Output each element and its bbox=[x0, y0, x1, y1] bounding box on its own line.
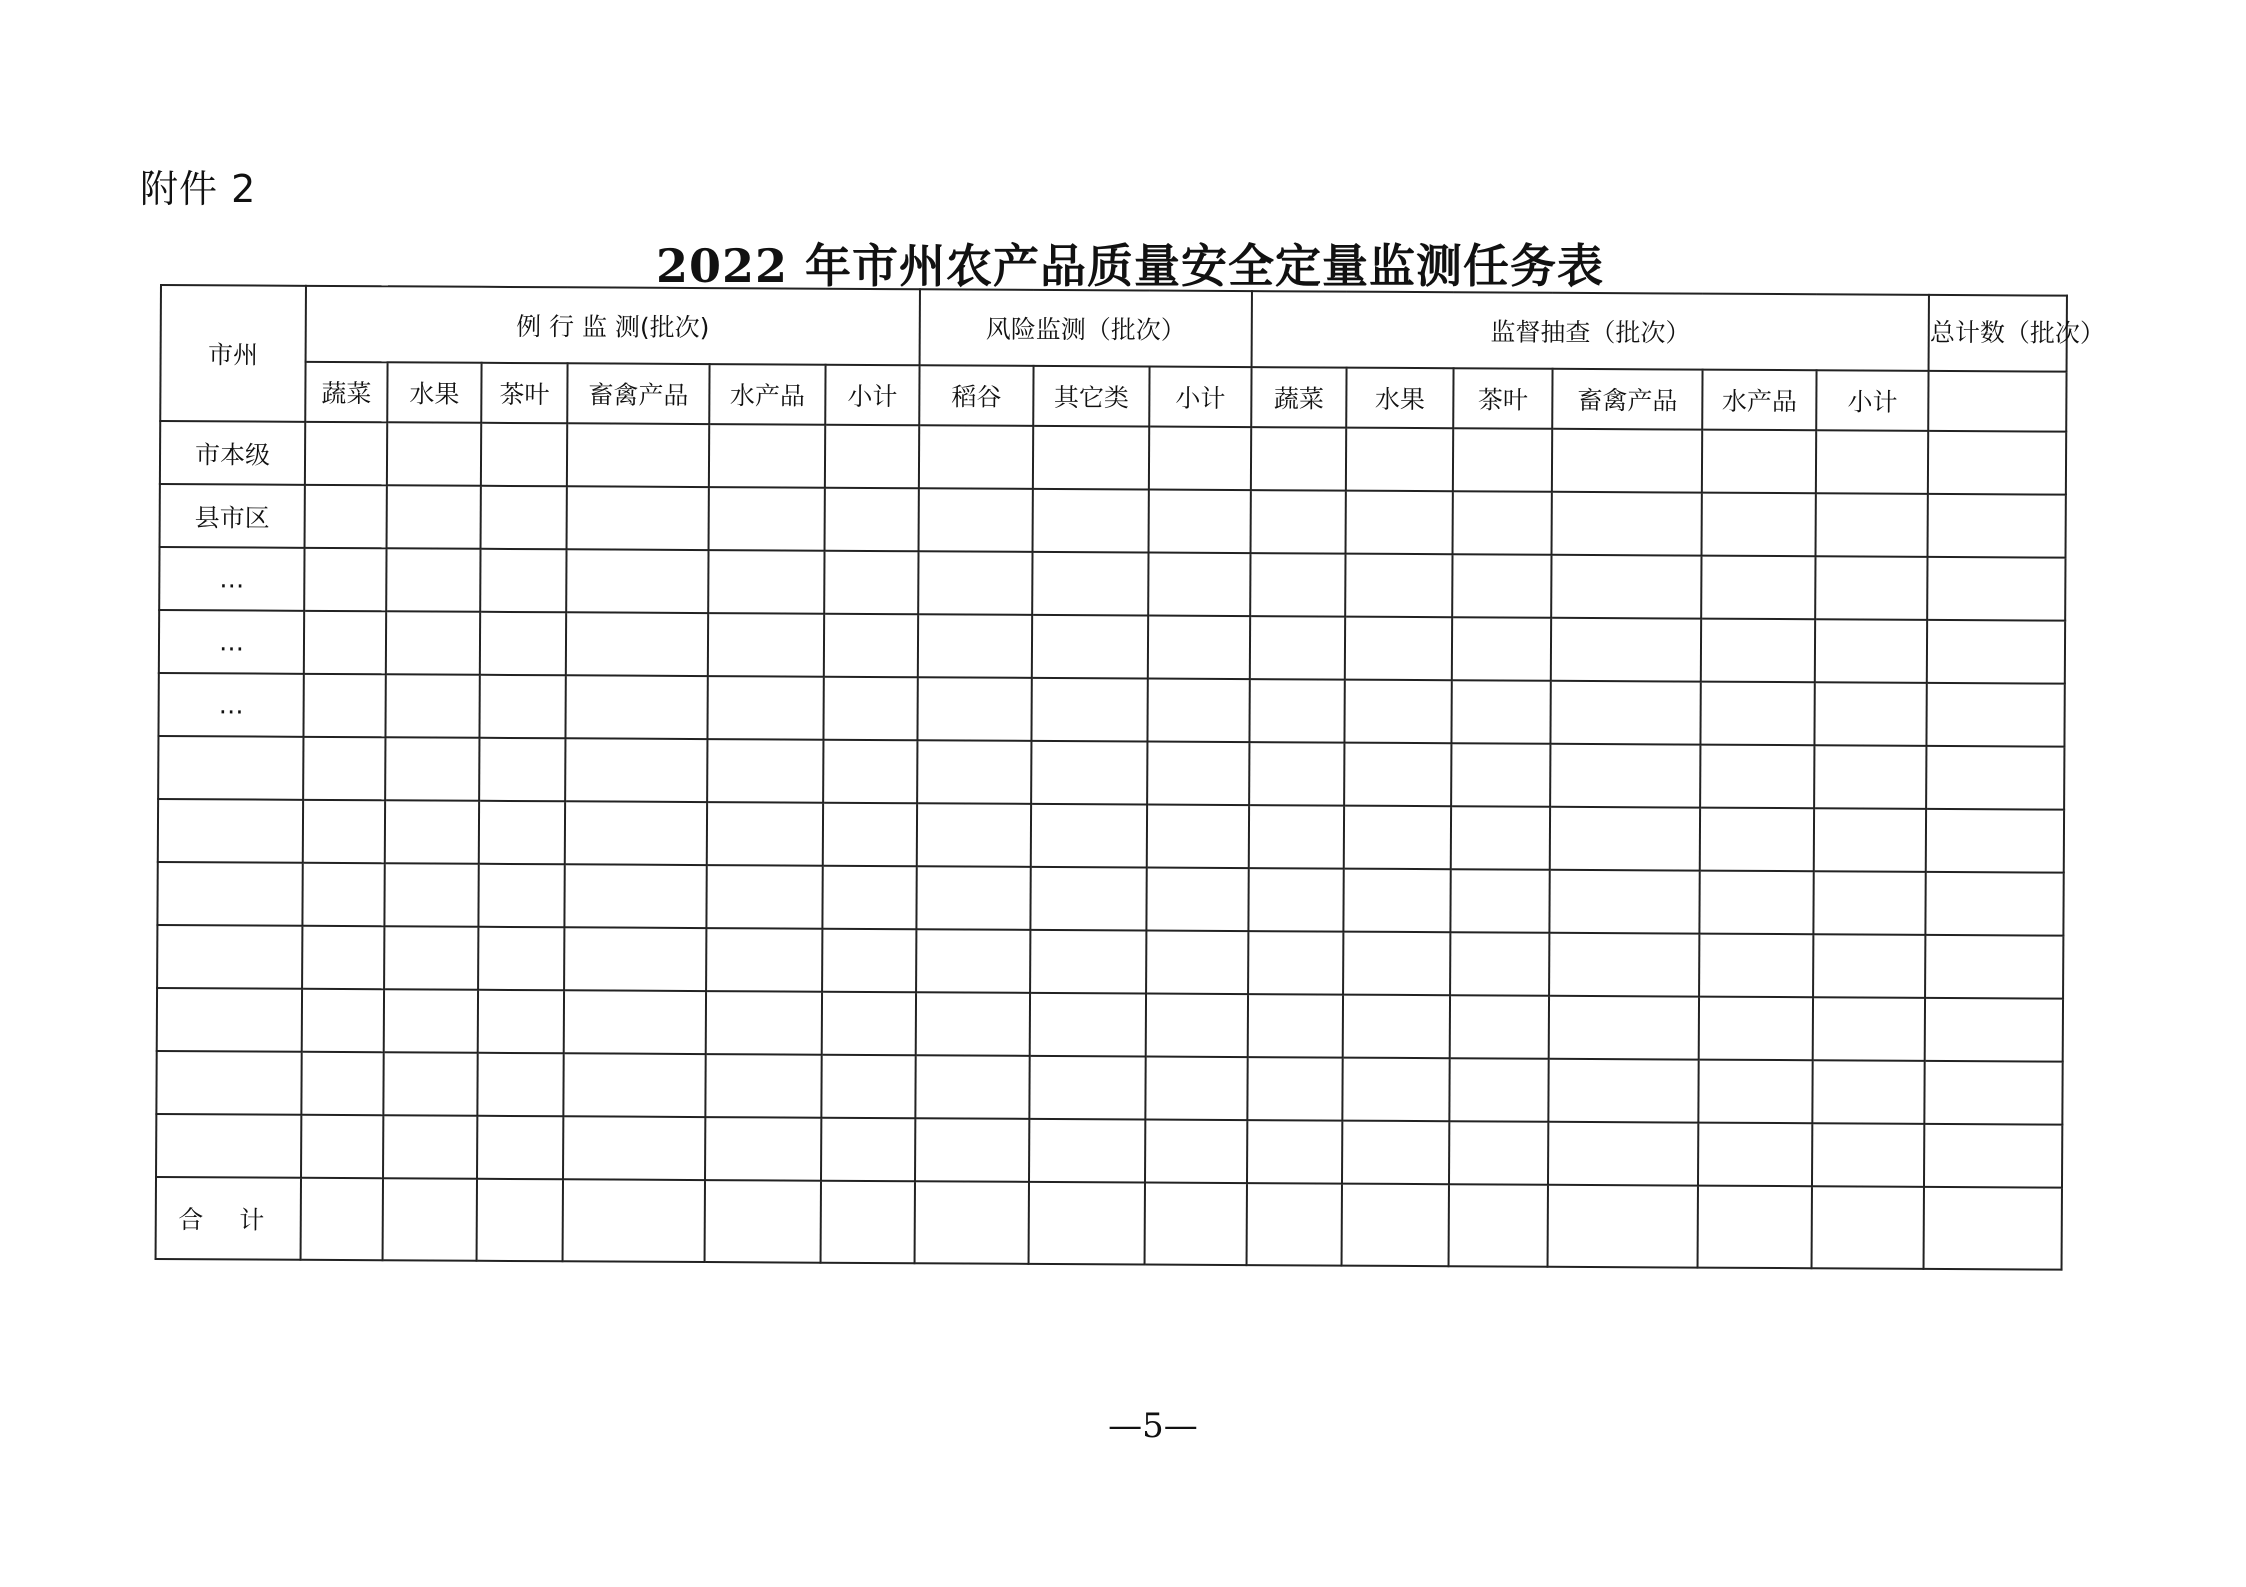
table-cell[interactable] bbox=[822, 929, 916, 993]
table-cell[interactable] bbox=[1812, 1123, 1924, 1187]
table-cell[interactable] bbox=[915, 1118, 1029, 1182]
table-cell[interactable] bbox=[387, 485, 481, 549]
table-cell[interactable] bbox=[918, 614, 1032, 678]
table-cell[interactable] bbox=[566, 612, 708, 676]
table-cell[interactable] bbox=[1700, 871, 1814, 935]
table-cell[interactable] bbox=[822, 866, 916, 930]
table-cell[interactable] bbox=[1551, 555, 1701, 619]
table-cell[interactable] bbox=[1147, 805, 1249, 869]
table-row bbox=[157, 988, 2064, 1062]
table-cell[interactable] bbox=[1147, 742, 1249, 806]
table-cell[interactable] bbox=[384, 863, 478, 927]
table-cell[interactable] bbox=[707, 739, 823, 803]
table-row bbox=[157, 925, 2064, 999]
table-cell[interactable] bbox=[565, 675, 707, 739]
table-cell[interactable] bbox=[1927, 683, 2065, 747]
total-cell[interactable] bbox=[477, 1179, 563, 1261]
table-cell[interactable] bbox=[705, 1054, 821, 1118]
table-cell[interactable] bbox=[385, 800, 479, 864]
routine-monitoring-header: 例 行 监 测(批次) bbox=[306, 286, 920, 365]
table-cell[interactable] bbox=[305, 485, 387, 548]
table-cell[interactable] bbox=[1814, 808, 1926, 872]
table-cell[interactable] bbox=[1344, 806, 1451, 870]
row-label bbox=[158, 736, 303, 800]
row-label: 市本级 bbox=[160, 421, 305, 485]
table-cell[interactable] bbox=[1033, 426, 1149, 490]
risk-column-header: 小计 bbox=[1149, 367, 1251, 428]
table-cell[interactable] bbox=[1451, 743, 1550, 807]
total-label: 合 计 bbox=[156, 1177, 301, 1260]
table-row bbox=[160, 421, 2067, 495]
table-cell[interactable] bbox=[1453, 428, 1552, 492]
table-cell[interactable] bbox=[824, 614, 918, 678]
table-cell[interactable] bbox=[481, 423, 567, 486]
table-cell[interactable] bbox=[1030, 867, 1146, 931]
total-cell[interactable] bbox=[1812, 1186, 1925, 1269]
table-cell[interactable] bbox=[1029, 1056, 1145, 1120]
table-cell[interactable] bbox=[1927, 620, 2065, 684]
table-cell[interactable] bbox=[1550, 807, 1700, 871]
supervision-column-header: 小计 bbox=[1816, 370, 1928, 431]
table-cell[interactable] bbox=[1146, 931, 1248, 995]
table-cell[interactable] bbox=[1925, 935, 2063, 999]
table-cell[interactable] bbox=[1149, 490, 1251, 554]
risk-monitoring-header: 风险监测（批次） bbox=[920, 289, 1252, 367]
total-cell[interactable] bbox=[1449, 1184, 1548, 1267]
table-row bbox=[156, 1051, 2063, 1125]
table-cell[interactable] bbox=[1550, 744, 1700, 808]
table-cell[interactable] bbox=[1552, 492, 1702, 556]
table-cell[interactable] bbox=[1813, 997, 1925, 1061]
table-cell[interactable] bbox=[707, 802, 823, 866]
attachment-label: 附件 2 bbox=[140, 167, 257, 211]
table-cell[interactable] bbox=[1345, 680, 1452, 744]
table-cell[interactable] bbox=[918, 551, 1032, 615]
table-cell[interactable] bbox=[1449, 1058, 1548, 1122]
table-cell[interactable] bbox=[1925, 998, 2063, 1062]
table-cell[interactable] bbox=[563, 1053, 705, 1117]
table-cell[interactable] bbox=[1815, 619, 1927, 683]
row-label: … bbox=[159, 610, 304, 674]
table-cell[interactable] bbox=[384, 926, 478, 990]
table-cell[interactable] bbox=[1148, 616, 1250, 680]
row-label bbox=[157, 988, 302, 1052]
table-body bbox=[156, 421, 2067, 1270]
table-cell[interactable] bbox=[1928, 431, 2066, 495]
task-table-container bbox=[155, 284, 2106, 1271]
table-cell[interactable] bbox=[1699, 934, 1813, 998]
table-cell[interactable] bbox=[480, 612, 566, 675]
row-label bbox=[158, 799, 303, 863]
table-cell[interactable] bbox=[1149, 427, 1251, 491]
table-cell[interactable] bbox=[708, 550, 824, 614]
table-cell[interactable] bbox=[707, 676, 823, 740]
table-cell[interactable] bbox=[1450, 995, 1549, 1059]
table-cell[interactable] bbox=[1927, 557, 2065, 621]
table-cell[interactable] bbox=[1030, 930, 1146, 994]
total-cell[interactable] bbox=[1247, 1183, 1342, 1266]
row-label: 县市区 bbox=[160, 484, 305, 548]
table-cell[interactable] bbox=[565, 801, 707, 865]
table-cell[interactable] bbox=[1451, 806, 1550, 870]
total-cell[interactable] bbox=[563, 1179, 705, 1262]
table-cell[interactable] bbox=[1701, 556, 1815, 620]
table-cell[interactable] bbox=[304, 611, 386, 674]
table-cell[interactable] bbox=[1453, 491, 1552, 555]
table-cell[interactable] bbox=[822, 992, 916, 1056]
table-cell[interactable] bbox=[1030, 993, 1146, 1057]
table-cell[interactable] bbox=[1249, 742, 1344, 806]
supervision-column-header: 茶叶 bbox=[1453, 368, 1552, 429]
table-cell[interactable] bbox=[383, 1052, 477, 1116]
table-cell[interactable] bbox=[706, 928, 822, 992]
table-row bbox=[159, 610, 2066, 684]
table-cell[interactable] bbox=[1146, 868, 1248, 932]
table-cell[interactable] bbox=[1698, 1123, 1812, 1187]
total-count-header: 总计数（批次） bbox=[1929, 295, 2067, 372]
total-row bbox=[156, 1177, 2063, 1270]
city-header: 市州 bbox=[160, 285, 306, 422]
table-cell[interactable] bbox=[1551, 681, 1701, 745]
table-cell[interactable] bbox=[1249, 805, 1344, 869]
table-cell[interactable] bbox=[1032, 678, 1148, 742]
row-label bbox=[156, 1114, 301, 1178]
table-cell[interactable] bbox=[1343, 932, 1450, 996]
table-cell[interactable] bbox=[705, 1117, 821, 1181]
table-cell[interactable] bbox=[1251, 490, 1346, 554]
table-cell[interactable] bbox=[1550, 870, 1700, 934]
risk-column-header: 稻谷 bbox=[919, 365, 1033, 426]
table-cell[interactable] bbox=[1032, 552, 1148, 616]
table-cell[interactable] bbox=[1250, 616, 1345, 680]
table-cell[interactable] bbox=[1248, 994, 1343, 1058]
table-cell[interactable] bbox=[1816, 430, 1928, 494]
table-cell[interactable] bbox=[1148, 679, 1250, 743]
supervision-column-header: 蔬菜 bbox=[1251, 367, 1346, 428]
row-label bbox=[157, 862, 302, 926]
table-cell[interactable] bbox=[477, 1053, 563, 1116]
routine-column-header: 小计 bbox=[825, 365, 919, 426]
table-cell[interactable] bbox=[1248, 931, 1343, 995]
table-cell[interactable] bbox=[916, 866, 1030, 930]
routine-column-header: 蔬菜 bbox=[305, 362, 387, 422]
table-cell[interactable] bbox=[916, 992, 1030, 1056]
table-cell[interactable] bbox=[1926, 872, 2064, 936]
total-cell[interactable] bbox=[1548, 1185, 1698, 1268]
table-cell[interactable] bbox=[481, 486, 567, 549]
table-cell[interactable] bbox=[563, 1116, 705, 1180]
table-row bbox=[156, 1114, 2063, 1188]
table-cell[interactable] bbox=[385, 674, 479, 738]
table-cell[interactable] bbox=[916, 929, 1030, 993]
table-cell[interactable] bbox=[301, 1115, 383, 1178]
table-cell[interactable] bbox=[1812, 1060, 1924, 1124]
table-cell[interactable] bbox=[1031, 741, 1147, 805]
table-cell[interactable] bbox=[821, 1055, 915, 1119]
table-cell[interactable] bbox=[917, 740, 1031, 804]
table-cell[interactable] bbox=[565, 738, 707, 802]
table-cell[interactable] bbox=[1702, 493, 1816, 557]
table-cell[interactable] bbox=[1926, 746, 2064, 810]
table-cell[interactable] bbox=[478, 990, 564, 1053]
table-cell[interactable] bbox=[386, 611, 480, 675]
total-cell[interactable] bbox=[1924, 1187, 2062, 1270]
table-cell[interactable] bbox=[706, 991, 822, 1055]
document-title: 2022 年市州农产品质量安全定量监测任务表 bbox=[655, 239, 1605, 293]
table-cell[interactable] bbox=[1928, 494, 2066, 558]
table-cell[interactable] bbox=[1549, 996, 1699, 1060]
table-cell[interactable] bbox=[1250, 553, 1345, 617]
table-cell[interactable] bbox=[1452, 617, 1551, 681]
table-cell[interactable] bbox=[564, 927, 706, 991]
table-row bbox=[160, 484, 2067, 558]
total-cell[interactable] bbox=[301, 1178, 383, 1260]
table-cell[interactable] bbox=[1031, 804, 1147, 868]
table-cell[interactable] bbox=[302, 863, 384, 926]
table-cell[interactable] bbox=[1346, 428, 1453, 492]
table-cell[interactable] bbox=[1250, 679, 1345, 743]
table-cell[interactable] bbox=[567, 486, 709, 550]
table-cell[interactable] bbox=[823, 677, 917, 741]
table-cell[interactable] bbox=[708, 613, 824, 677]
table-row bbox=[159, 547, 2066, 621]
table-cell[interactable] bbox=[1452, 680, 1551, 744]
table-cell[interactable] bbox=[1701, 619, 1815, 683]
table-cell[interactable] bbox=[566, 549, 708, 613]
table-cell[interactable] bbox=[479, 675, 565, 738]
table-cell[interactable] bbox=[1032, 615, 1148, 679]
table-cell[interactable] bbox=[919, 488, 1033, 552]
table-cell[interactable] bbox=[823, 740, 917, 804]
table-cell[interactable] bbox=[479, 801, 565, 864]
task-table bbox=[155, 284, 2106, 1271]
table-cell[interactable] bbox=[919, 425, 1033, 489]
table-cell[interactable] bbox=[1813, 934, 1925, 998]
table-cell[interactable] bbox=[1552, 429, 1702, 493]
table-cell[interactable] bbox=[1342, 1058, 1449, 1122]
table-cell[interactable] bbox=[1148, 553, 1250, 617]
table-cell[interactable] bbox=[1146, 994, 1248, 1058]
total-column-blank-header bbox=[1928, 371, 2066, 432]
table-cell[interactable] bbox=[1449, 1121, 1548, 1185]
table-cell[interactable] bbox=[709, 487, 825, 551]
table-cell[interactable] bbox=[915, 1055, 1029, 1119]
supervision-column-header: 畜禽产品 bbox=[1552, 369, 1702, 430]
total-cell[interactable] bbox=[383, 1178, 477, 1261]
total-cell[interactable] bbox=[821, 1181, 916, 1264]
table-cell[interactable] bbox=[709, 424, 825, 488]
row-label: … bbox=[159, 547, 304, 611]
table-cell[interactable] bbox=[918, 677, 1032, 741]
total-cell[interactable] bbox=[1698, 1186, 1812, 1269]
routine-column-header: 水产品 bbox=[709, 364, 825, 425]
table-cell[interactable] bbox=[825, 425, 919, 489]
table-cell[interactable] bbox=[1926, 809, 2064, 873]
table-cell[interactable] bbox=[1548, 1059, 1698, 1123]
table-row bbox=[158, 736, 2065, 810]
table-cell[interactable] bbox=[303, 800, 385, 863]
table-cell[interactable] bbox=[1814, 745, 1926, 809]
table-cell[interactable] bbox=[564, 864, 706, 928]
table-cell[interactable] bbox=[1698, 1060, 1812, 1124]
table-cell[interactable] bbox=[1549, 933, 1699, 997]
risk-column-header: 其它类 bbox=[1033, 366, 1149, 427]
table-cell[interactable] bbox=[1925, 1061, 2063, 1125]
table-cell[interactable] bbox=[917, 803, 1031, 867]
table-cell[interactable] bbox=[564, 990, 706, 1054]
table-cell[interactable] bbox=[567, 423, 709, 487]
table-cell[interactable] bbox=[385, 737, 479, 801]
routine-column-header: 水果 bbox=[387, 362, 481, 423]
routine-column-header: 畜禽产品 bbox=[567, 363, 709, 424]
row-label bbox=[157, 925, 302, 989]
table-cell[interactable] bbox=[1924, 1124, 2062, 1188]
total-cell[interactable] bbox=[705, 1180, 821, 1263]
supervision-column-header: 水果 bbox=[1346, 368, 1453, 429]
table-cell[interactable] bbox=[479, 738, 565, 801]
table-cell[interactable] bbox=[1551, 618, 1701, 682]
table-cell[interactable] bbox=[824, 551, 918, 615]
table-cell[interactable] bbox=[1814, 871, 1926, 935]
table-cell[interactable] bbox=[825, 488, 919, 552]
table-cell[interactable] bbox=[1701, 682, 1815, 746]
table-cell[interactable] bbox=[1700, 745, 1814, 809]
table-cell[interactable] bbox=[1145, 1057, 1247, 1121]
table-cell[interactable] bbox=[302, 926, 384, 989]
table-cell[interactable] bbox=[1247, 1057, 1342, 1121]
row-label: … bbox=[158, 673, 303, 737]
table-cell[interactable] bbox=[1344, 743, 1451, 807]
table-cell[interactable] bbox=[305, 422, 387, 485]
table-cell[interactable] bbox=[706, 865, 822, 929]
table-cell[interactable] bbox=[1548, 1122, 1698, 1186]
table-cell[interactable] bbox=[1343, 995, 1450, 1059]
table-cell[interactable] bbox=[1452, 554, 1551, 618]
table-cell[interactable] bbox=[478, 864, 564, 927]
page-number: —5— bbox=[1108, 1406, 1198, 1446]
table-cell[interactable] bbox=[1450, 932, 1549, 996]
table-cell[interactable] bbox=[1249, 868, 1344, 932]
table-cell[interactable] bbox=[821, 1118, 915, 1182]
table-cell[interactable] bbox=[387, 422, 481, 486]
table-cell[interactable] bbox=[302, 989, 384, 1052]
table-cell[interactable] bbox=[477, 1116, 563, 1179]
table-cell[interactable] bbox=[1342, 1121, 1449, 1185]
table-cell[interactable] bbox=[1699, 997, 1813, 1061]
table-cell[interactable] bbox=[1451, 869, 1550, 933]
table-cell[interactable] bbox=[1816, 493, 1928, 557]
total-cell[interactable] bbox=[915, 1181, 1029, 1264]
table-cell[interactable] bbox=[1029, 1119, 1145, 1183]
table-cell[interactable] bbox=[1815, 682, 1927, 746]
table-cell[interactable] bbox=[1702, 430, 1816, 494]
table-row bbox=[158, 673, 2065, 747]
table-cell[interactable] bbox=[823, 803, 917, 867]
table-cell[interactable] bbox=[480, 549, 566, 612]
total-cell[interactable] bbox=[1029, 1182, 1145, 1265]
table-cell[interactable] bbox=[1815, 556, 1927, 620]
table-cell[interactable] bbox=[1345, 617, 1452, 681]
table-row bbox=[158, 799, 2065, 873]
table-cell[interactable] bbox=[383, 1115, 477, 1179]
table-cell[interactable] bbox=[1345, 554, 1452, 618]
table-cell[interactable] bbox=[478, 927, 564, 990]
table-cell[interactable] bbox=[1346, 491, 1453, 555]
supervision-inspection-header: 监督抽查（批次） bbox=[1252, 291, 1929, 371]
table-cell[interactable] bbox=[1251, 427, 1346, 491]
row-label bbox=[156, 1051, 301, 1115]
table-cell[interactable] bbox=[1145, 1120, 1247, 1184]
routine-column-header: 茶叶 bbox=[481, 363, 567, 423]
table-cell[interactable] bbox=[1344, 869, 1451, 933]
table-cell[interactable] bbox=[1033, 489, 1149, 553]
table-cell[interactable] bbox=[1247, 1120, 1342, 1184]
table-cell[interactable] bbox=[303, 737, 385, 800]
table-cell[interactable] bbox=[386, 548, 480, 612]
total-cell[interactable] bbox=[1342, 1184, 1449, 1267]
table-cell[interactable] bbox=[304, 548, 386, 611]
table-cell[interactable] bbox=[1700, 808, 1814, 872]
table-cell[interactable] bbox=[303, 674, 385, 737]
supervision-column-header: 水产品 bbox=[1702, 370, 1816, 431]
table-cell[interactable] bbox=[384, 989, 478, 1053]
table-row bbox=[157, 862, 2064, 936]
total-cell[interactable] bbox=[1145, 1183, 1247, 1266]
table-cell[interactable] bbox=[301, 1052, 383, 1115]
